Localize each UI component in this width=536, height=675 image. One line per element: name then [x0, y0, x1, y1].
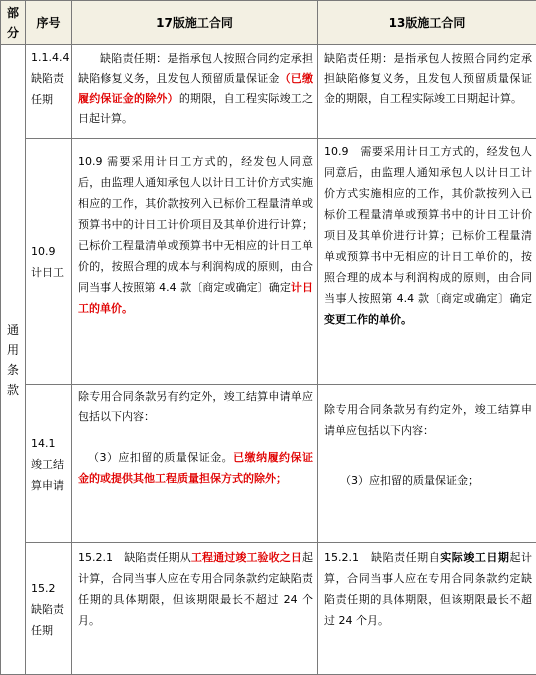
header-13: 13版施工合同: [318, 1, 536, 45]
row-number: 14.1 竣工结算申请: [26, 385, 72, 543]
table-row: [1, 385, 536, 543]
cell-13-text: 10.9 需要采用计日工方式的，经发包人同意后，由监理人通知承包人以计日工计价方式实施相应的工作，其价款按列入已标价工程量清单或预算书中的计日工计价项目及其单价进行计算；已标价工程量清单或预算书中无相应的计日工单价的，按照合理的成本与利润构成的原则，由合同当事人按照第 4.4 款〔商定或确定〕确定变更工作的单价。: [324, 141, 532, 330]
header-seq: 序号: [26, 1, 72, 45]
row-number: 15.2 缺陷责任期: [26, 543, 72, 675]
cell-13: [318, 45, 536, 139]
table-row: [1, 543, 536, 675]
section-label: 通用条款: [1, 45, 26, 675]
cell-13-item: （3）应扣留的质量保证金；: [324, 471, 532, 491]
cell-17: [72, 139, 318, 385]
cell-17-text: 缺陷责任期：是指承包人按照合同约定承担缺陷修复义务，且发包人预留质量保证金（已缴履约保证金的除外）的期限，自工程实际竣工之日起计算。: [78, 49, 313, 129]
cell-17-text: 10.9 需要采用计日工方式的，经发包人同意后，由监理人通知承包人以计日工计价方式实施相应的工作，其价款按列入已标价工程量清单或预算书中的计日工计价项目及其单价进行计算；已标价工程量清单或预算书中无相应的计日工单价的，按照合理的成本与利润构成的原则，由合同当事人按照第 4.4 款〔商定或确定〕确定计日工的单价。: [78, 151, 313, 319]
cell-17-item: （3）应扣留的质量保证金。已缴纳履约保证金的或提供其他工程质量担保方式的除外；: [78, 447, 313, 489]
cell-13: [318, 543, 536, 675]
cell-17: [72, 45, 318, 139]
table-row: [1, 45, 536, 139]
header-17: 17版施工合同: [72, 1, 318, 45]
cell-17: [72, 543, 318, 675]
header-row: [1, 1, 536, 45]
row-number: 10.9 计日工: [26, 139, 72, 385]
cell-13-text: 缺陷责任期：是指承包人按照合同约定承担缺陷修复义务，且发包人预留质量保证金的期限，自工程实际竣工日期起计算。: [324, 49, 532, 109]
cell-13: [318, 385, 536, 543]
header-part: 部分: [1, 1, 26, 45]
cell-13-intro: 除专用合同条款另有约定外，竣工结算申请单应包括以下内容：: [324, 399, 532, 441]
cell-13-text: 15.2.1 缺陷责任期自实际竣工日期起计算，合同当事人应在专用合同条款约定缺陷责任期的具体期限，但该期限最长不超过 24 个月。: [324, 547, 532, 631]
cell-13: [318, 139, 536, 385]
row-number: 1.1.4.4 缺陷责任期: [26, 45, 72, 139]
table-row: [1, 139, 536, 385]
cell-17: [72, 385, 318, 543]
cell-17-intro: 除专用合同条款另有约定外，竣工结算申请单应包括以下内容：: [78, 387, 313, 427]
cell-17-text: 15.2.1 缺陷责任期从工程通过竣工验收之日起计算，合同当事人应在专用合同条款约定缺陷责任期的具体期限，但该期限最长不超过 24 个月。: [78, 547, 313, 631]
